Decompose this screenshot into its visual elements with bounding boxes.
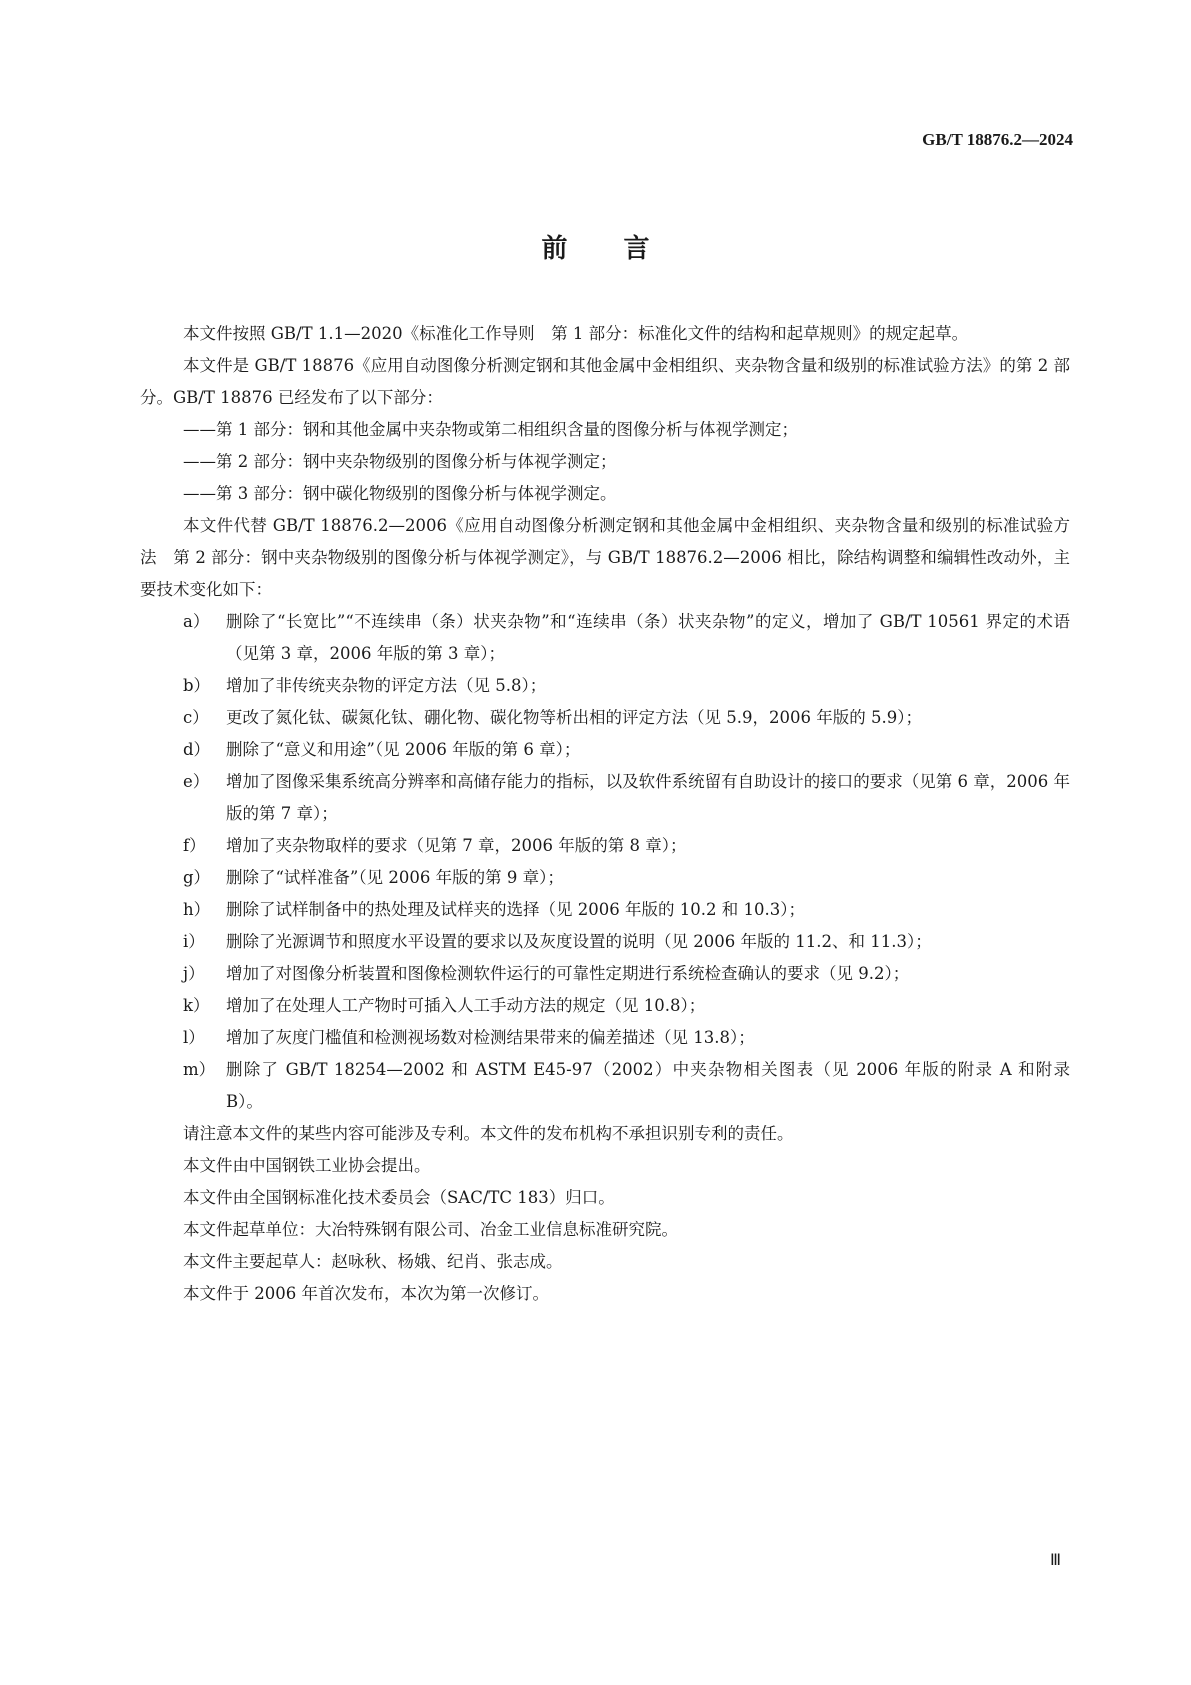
list-item-label: i） <box>183 932 205 951</box>
standard-number: GB/T 18876.2—2024 <box>922 130 1073 149</box>
proposer-statement: 本文件由中国钢铁工业协会提出。 <box>183 1156 431 1175</box>
list-item-text: 增加了非传统夹杂物的评定方法（见 5.8）； <box>226 676 547 695</box>
list-item-text: 增加了图像采集系统高分辨率和高储存能力的指标，以及软件系统留有自助设计的接口的要求（见第 6 章，2006 年版的第 7 章）； <box>226 772 1070 823</box>
paragraph-drafting-rules: 本文件按照 GB/T 1.1—2020《标准化工作导则 第 1 部分：标准化文件的结构和起草规则》的规定起草。 <box>183 324 969 343</box>
list-item-label: d） <box>183 740 211 759</box>
list-item <box>183 862 1070 894</box>
list-item-text: 删除了“长宽比”“不连续串（条）状夹杂物”和“连续串（条）状夹杂物”的定义，增加了 GB/T 10561 界定的术语（见第 3 章，2006 年版的第 3 章）； <box>226 612 1070 663</box>
list-item-text: 删除了 GB/T 18254—2002 和 ASTM E45-97（2002）中夹杂物相关图表（见 2006 年版的附录 A 和附录 B）。 <box>226 1060 1070 1111</box>
list-item-text: 删除了“试样准备”（见 2006 年版的第 9 章）； <box>226 868 564 887</box>
list-item-label: b） <box>183 676 211 695</box>
drafters: 本文件主要起草人：赵咏秋、杨娥、纪肖、张志成。 <box>183 1252 563 1271</box>
paragraph-replacement: 本文件代替 GB/T 18876.2—2006《应用自动图像分析测定钢和其他金属中金相组织、夹杂物含量和级别的标准试验方法 第 2 部分：钢中夹杂物级别的图像分析与体视学测定》，与 GB/T 18876.2—2006 相比，除结构调整和编辑性改动外，主要技术变化如下： <box>140 516 1070 599</box>
foreword-body <box>140 318 1070 1310</box>
list-item <box>183 1022 1070 1054</box>
list-item-label: m） <box>183 1060 216 1079</box>
list-item <box>183 1054 1070 1118</box>
paragraph-series-intro: 本文件是 GB/T 18876《应用自动图像分析测定钢和其他金属中金相组织、夹杂物含量和级别的标准试验方法》的第 2 部分。GB/T 18876 已经发布了以下部分： <box>140 356 1070 407</box>
list-item <box>183 734 1070 766</box>
list-item-text: 删除了“意义和用途”（见 2006 年版的第 6 章）； <box>226 740 581 759</box>
list-item-label: j） <box>183 964 205 983</box>
committee-statement: 本文件由全国钢标准化技术委员会（SAC/TC 183）归口。 <box>183 1188 615 1207</box>
title-char-1: 前 <box>541 234 568 264</box>
list-item-text: 删除了试样制备中的热处理及试样夹的选择（见 2006 年版的 10.2 和 10.3）； <box>226 900 805 919</box>
list-item-label: l） <box>183 1028 205 1047</box>
list-item-text: 更改了氮化钛、碳氮化钛、硼化物、碳化物等析出相的评定方法（见 5.9，2006 年版的 5.9）； <box>226 708 922 727</box>
drafting-units: 本文件起草单位：大冶特殊钢有限公司、冶金工业信息标准研究院。 <box>183 1220 678 1239</box>
part-list-item-2: ——第 2 部分：钢中夹杂物级别的图像分析与体视学测定； <box>183 452 617 471</box>
list-item <box>183 670 1070 702</box>
list-item-label: c） <box>183 708 209 727</box>
list-item-text: 删除了光源调节和照度水平设置的要求以及灰度设置的说明（见 2006 年版的 11.2、和 11.3）； <box>226 932 932 951</box>
list-item-label: h） <box>183 900 211 919</box>
list-item <box>183 990 1070 1022</box>
list-item-label: f） <box>183 836 206 855</box>
changes-list <box>140 606 1070 1118</box>
list-item <box>183 766 1070 830</box>
revision-history: 本文件于 2006 年首次发布，本次为第一次修订。 <box>183 1284 549 1303</box>
list-item <box>183 702 1070 734</box>
list-item-text: 增加了夹杂物取样的要求（见第 7 章，2006 年版的第 8 章）； <box>226 836 687 855</box>
part-list-item-3: ——第 3 部分：钢中碳化物级别的图像分析与体视学测定。 <box>183 484 617 503</box>
list-item-text: 增加了灰度门槛值和检测视场数对检测结果带来的偏差描述（见 13.8）； <box>226 1028 755 1047</box>
list-item-label: a） <box>183 612 210 631</box>
page-title <box>0 228 1191 265</box>
list-item <box>183 894 1070 926</box>
list-item <box>183 830 1070 862</box>
part-list-item-1: ——第 1 部分：钢和其他金属中夹杂物或第二相组织含量的图像分析与体视学测定； <box>183 420 798 439</box>
list-item-label: e） <box>183 772 210 791</box>
title-char-2: 言 <box>623 234 650 264</box>
list-item-label: g） <box>183 868 211 887</box>
list-item <box>183 926 1070 958</box>
list-item-text: 增加了在处理人工产物时可插入人工手动方法的规定（见 10.8）； <box>226 996 706 1015</box>
list-item <box>183 606 1070 670</box>
list-item-label: k） <box>183 996 210 1015</box>
page-number: Ⅲ <box>1049 1552 1061 1569</box>
list-item-text: 增加了对图像分析装置和图像检测软件运行的可靠性定期进行系统检查确认的要求（见 9.2）； <box>226 964 910 983</box>
list-item <box>183 958 1070 990</box>
patent-notice: 请注意本文件的某些内容可能涉及专利。本文件的发布机构不承担识别专利的责任。 <box>183 1124 794 1143</box>
